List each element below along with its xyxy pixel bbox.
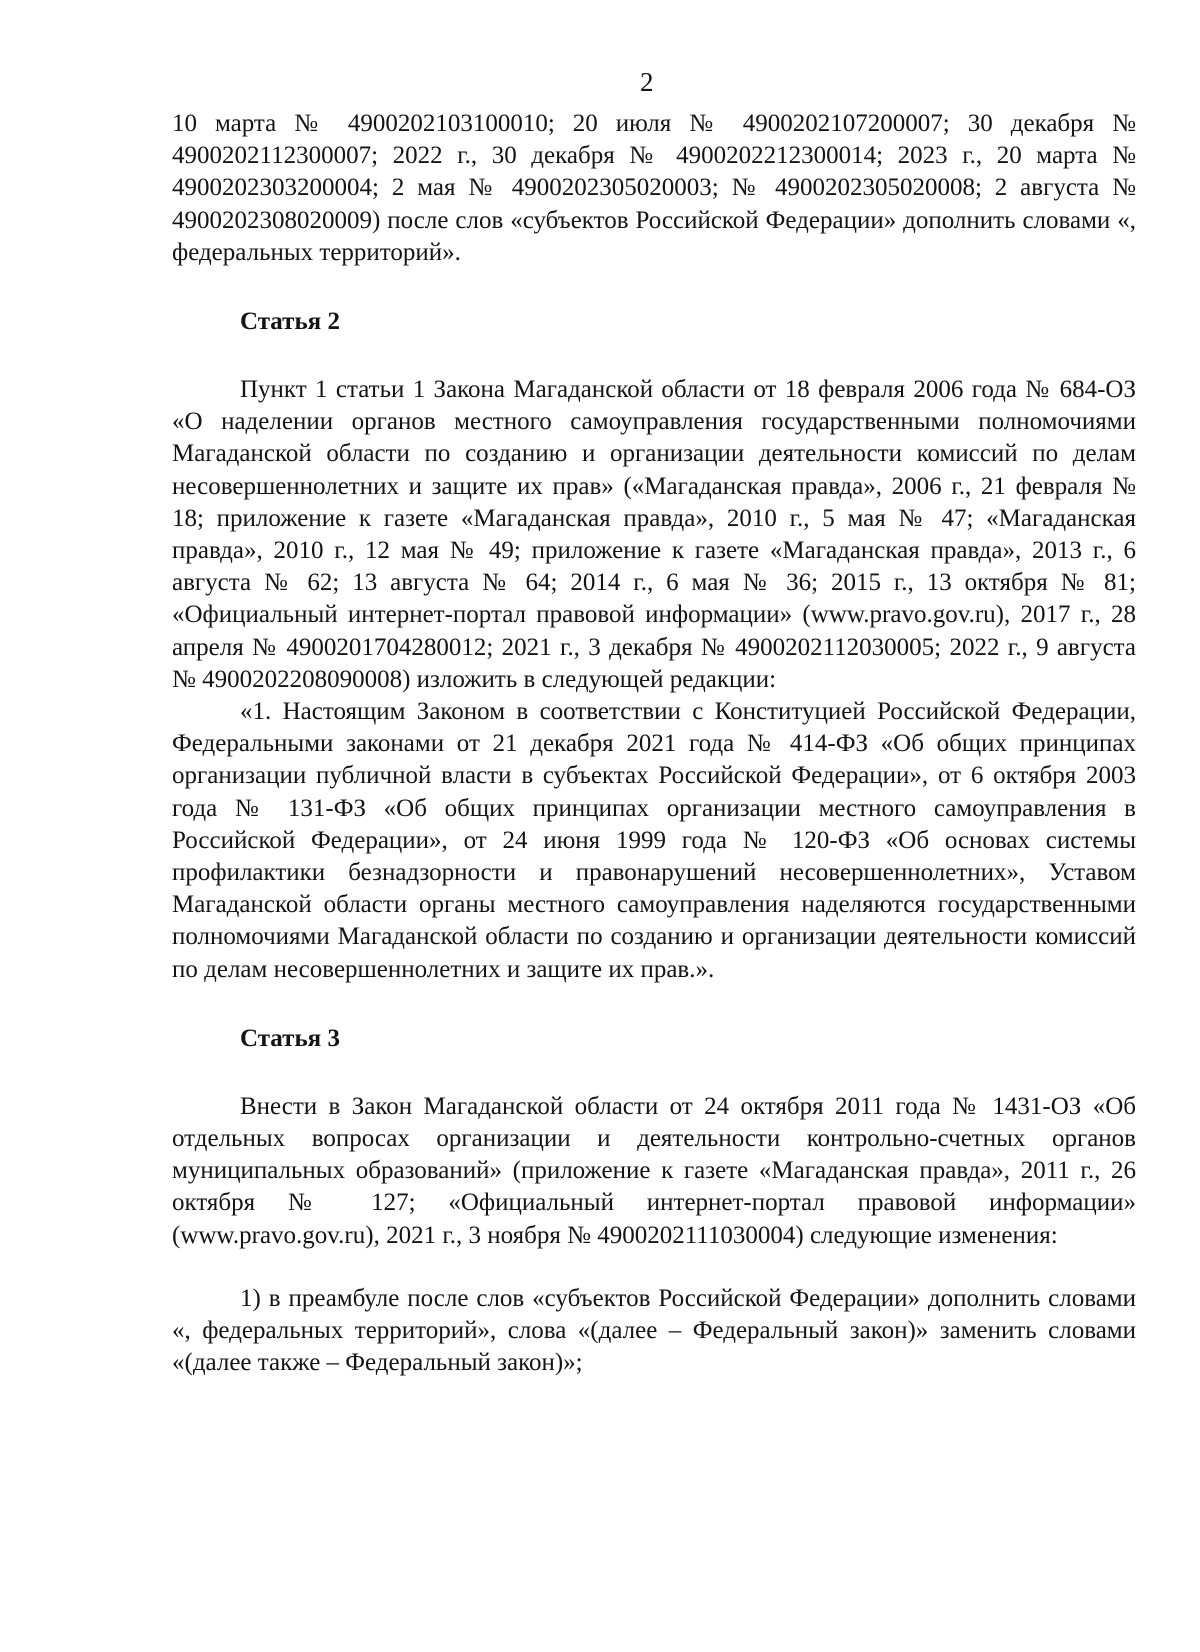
page-number: 2 (640, 67, 654, 97)
article-2-paragraph-2: «1. Настоящим Законом в соответствии с Конституцией Российской Федерации, Федеральными законами от 21 декабря 2021 года № 414-ФЗ «Об общих принципах организации публичной власти в субъектах Российской Федерации», от 6 октября 2003 года № 131-ФЗ «Об общих принципах организации местного самоуправления в Российской Федерации», от 24 июня 1999 года № 120-ФЗ «Об основах системы профилактики безнадзорности и правонарушений несовершеннолетних», Уставом Магаданской области органы местного самоуправления наделяются государственными полномочиями Магаданской области по созданию и организации деятельности комиссий по делам несовершеннолетних и защите их прав.». (172, 698, 1136, 983)
intro-paragraph: 10 марта № 4900202103100010; 20 июля № 4900202107200007; 30 декабря № 4900202112300007; 2022 г., 30 декабря № 4900202212300014; 2023 г., 20 марта № 4900202303200004; 2 мая № 4900202305020003; № 4900202305020008; 2 августа № 4900202308020009) после слов «субъектов Российской Федерации» дополнить словами «, федеральных территорий». (172, 110, 1136, 266)
article-2-paragraph-1: Пункт 1 статьи 1 Закона Магаданской области от 18 февраля 2006 года № 684-ОЗ «О наделении органов местного самоуправления государственными полномочиями Магаданской области по созданию и организации деятельности комиссий по делам несовершеннолетних и защите их прав» («Магаданская правда», 2006 г., 21 февраля № 18; приложение к газете «Магаданская правда», 2010 г., 5 мая № 47; «Магаданская правда», 2010 г., 12 мая № 49; приложение к газете «Магаданская правда», 2013 г., 6 августа № 62; 13 августа № 64; 2014 г., 6 мая № 36; 2015 г., 13 октября № 81; «Официальный интернет-портал правовой информации» (www.pravo.gov.ru), 2017 г., 28 апреля № 4900201704280012; 2021 г., 3 декабря № 4900202112030005; 2022 г., 9 августа № 4900202208090008) изложить в следующей редакции: (172, 376, 1136, 693)
article-3-item-1: 1) в преамбуле после слов «субъектов Российской Федерации» дополнить словами «, федеральных территорий», слова «(далее – Федеральный закон)» заменить словами «(далее также – Федеральный закон)»; (172, 1284, 1136, 1377)
document-body (172, 108, 1136, 1380)
article-3-paragraph-1: Внести в Закон Магаданской области от 24 октября 2011 года № 1431-ОЗ «Об отдельных вопросах организации и деятельности контрольно-счетных органов муниципальных образований» (приложение к газете «Магаданская правда», 2011 г., 26 октября № 127; «Официальный интернет-портал правовой информации» (www.pravo.gov.ru), 2021 г., 3 ноября № 4900202111030004) следующие изменения: (172, 1092, 1136, 1249)
article-3-title: Статья 3 (240, 1024, 340, 1052)
article-2-title: Статья 2 (240, 308, 340, 336)
